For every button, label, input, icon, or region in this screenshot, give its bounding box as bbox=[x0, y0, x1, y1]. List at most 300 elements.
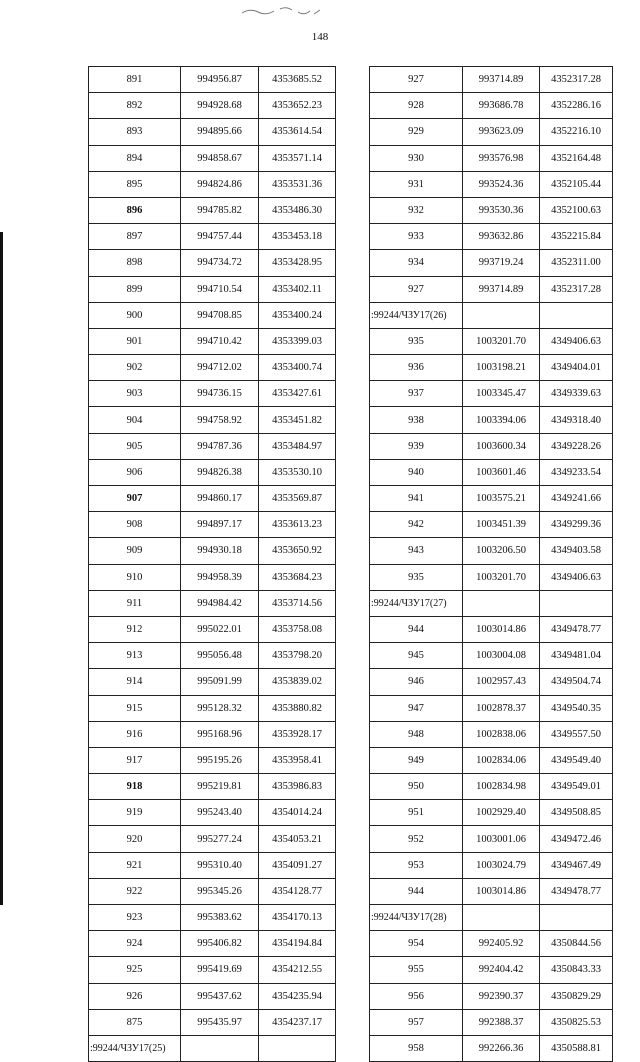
scan-artifact-icon bbox=[240, 4, 330, 18]
x-coordinate-cell: 995219.81 bbox=[181, 774, 259, 800]
y-coordinate-cell: 4349478.77 bbox=[540, 878, 613, 904]
table-row bbox=[89, 486, 336, 512]
x-coordinate-cell: 992390.37 bbox=[463, 983, 540, 1009]
table-row bbox=[89, 800, 336, 826]
table-row bbox=[370, 538, 613, 564]
point-number-cell: 917 bbox=[89, 747, 181, 773]
point-number-cell: 941 bbox=[370, 486, 463, 512]
table-row bbox=[370, 800, 613, 826]
y-coordinate-cell: 4354170.13 bbox=[259, 905, 336, 931]
table-row bbox=[370, 224, 613, 250]
point-number-cell: 903 bbox=[89, 381, 181, 407]
x-coordinate-cell: 1002838.06 bbox=[463, 721, 540, 747]
point-number-cell: 898 bbox=[89, 250, 181, 276]
y-coordinate-cell: 4353569.87 bbox=[259, 486, 336, 512]
y-coordinate-cell: 4352164.48 bbox=[540, 145, 613, 171]
table-row bbox=[89, 328, 336, 354]
table-row bbox=[370, 355, 613, 381]
point-number-cell: 893 bbox=[89, 119, 181, 145]
y-coordinate-cell: 4349241.66 bbox=[540, 486, 613, 512]
x-coordinate-cell: 1003014.86 bbox=[463, 878, 540, 904]
table-row bbox=[89, 1009, 336, 1035]
point-number-cell: 896 bbox=[89, 197, 181, 223]
x-coordinate-cell: 995128.32 bbox=[181, 695, 259, 721]
y-coordinate-cell: 4349339.63 bbox=[540, 381, 613, 407]
table-row bbox=[89, 512, 336, 538]
point-number-cell: 894 bbox=[89, 145, 181, 171]
y-coordinate-cell: 4353531.36 bbox=[259, 171, 336, 197]
point-number-cell: 949 bbox=[370, 747, 463, 773]
table-row bbox=[89, 590, 336, 616]
x-coordinate-cell: 994860.17 bbox=[181, 486, 259, 512]
y-coordinate-cell: 4349478.77 bbox=[540, 616, 613, 642]
x-coordinate-cell: 992266.36 bbox=[463, 1035, 540, 1061]
empty-cell bbox=[463, 302, 540, 328]
y-coordinate-cell: 4349403.58 bbox=[540, 538, 613, 564]
y-coordinate-cell: 4354212.55 bbox=[259, 957, 336, 983]
point-number-cell: 943 bbox=[370, 538, 463, 564]
section-label-row bbox=[89, 1035, 336, 1061]
table-row bbox=[89, 852, 336, 878]
y-coordinate-cell: 4349508.85 bbox=[540, 800, 613, 826]
table-row bbox=[370, 931, 613, 957]
y-coordinate-cell: 4354235.94 bbox=[259, 983, 336, 1009]
point-number-cell: 909 bbox=[89, 538, 181, 564]
x-coordinate-cell: 1003601.46 bbox=[463, 459, 540, 485]
table-row bbox=[89, 355, 336, 381]
y-coordinate-cell: 4354194.84 bbox=[259, 931, 336, 957]
page-number: 148 bbox=[311, 31, 329, 43]
x-coordinate-cell: 994734.72 bbox=[181, 250, 259, 276]
x-coordinate-cell: 994928.68 bbox=[181, 93, 259, 119]
x-coordinate-cell: 994736.15 bbox=[181, 381, 259, 407]
x-coordinate-cell: 1003600.34 bbox=[463, 433, 540, 459]
y-coordinate-cell: 4353428.95 bbox=[259, 250, 336, 276]
parcel-label: :99244/ЧЗУ17(26) bbox=[370, 302, 463, 328]
table-row bbox=[89, 564, 336, 590]
point-number-cell: 901 bbox=[89, 328, 181, 354]
x-coordinate-cell: 1002834.06 bbox=[463, 747, 540, 773]
x-coordinate-cell: 993686.78 bbox=[463, 93, 540, 119]
table-row bbox=[370, 119, 613, 145]
point-number-cell: 916 bbox=[89, 721, 181, 747]
point-number-cell: 928 bbox=[370, 93, 463, 119]
y-coordinate-cell: 4352317.28 bbox=[540, 67, 613, 93]
table-row bbox=[370, 171, 613, 197]
y-coordinate-cell: 4354053.21 bbox=[259, 826, 336, 852]
point-number-cell: 924 bbox=[89, 931, 181, 957]
point-number-cell: 946 bbox=[370, 669, 463, 695]
x-coordinate-cell: 995383.62 bbox=[181, 905, 259, 931]
table-row bbox=[89, 616, 336, 642]
table-row bbox=[89, 643, 336, 669]
table-row bbox=[89, 695, 336, 721]
binding-edge bbox=[0, 232, 3, 905]
point-number-cell: 942 bbox=[370, 512, 463, 538]
x-coordinate-cell: 1003345.47 bbox=[463, 381, 540, 407]
point-number-cell: 944 bbox=[370, 878, 463, 904]
y-coordinate-cell: 4349406.63 bbox=[540, 328, 613, 354]
y-coordinate-cell: 4349557.50 bbox=[540, 721, 613, 747]
table-row bbox=[370, 957, 613, 983]
y-coordinate-cell: 4353685.52 bbox=[259, 67, 336, 93]
point-number-cell: 939 bbox=[370, 433, 463, 459]
y-coordinate-cell: 4350588.81 bbox=[540, 1035, 613, 1061]
table-row bbox=[370, 721, 613, 747]
point-number-cell: 918 bbox=[89, 774, 181, 800]
y-coordinate-cell: 4350844.56 bbox=[540, 931, 613, 957]
table-row bbox=[370, 459, 613, 485]
y-coordinate-cell: 4349481.04 bbox=[540, 643, 613, 669]
table-row bbox=[370, 774, 613, 800]
point-number-cell: 911 bbox=[89, 590, 181, 616]
table-row bbox=[89, 669, 336, 695]
table-row bbox=[370, 878, 613, 904]
table-row bbox=[370, 145, 613, 171]
y-coordinate-cell: 4349299.36 bbox=[540, 512, 613, 538]
y-coordinate-cell: 4349318.40 bbox=[540, 407, 613, 433]
x-coordinate-cell: 995168.96 bbox=[181, 721, 259, 747]
y-coordinate-cell: 4353402.11 bbox=[259, 276, 336, 302]
x-coordinate-cell: 1003206.50 bbox=[463, 538, 540, 564]
x-coordinate-cell: 1002957.43 bbox=[463, 669, 540, 695]
table-row bbox=[89, 197, 336, 223]
parcel-label: :99244/ЧЗУ17(28) bbox=[370, 905, 463, 931]
table-row bbox=[370, 747, 613, 773]
x-coordinate-cell: 1003394.06 bbox=[463, 407, 540, 433]
x-coordinate-cell: 995310.40 bbox=[181, 852, 259, 878]
table-row bbox=[89, 119, 336, 145]
y-coordinate-cell: 4353451.82 bbox=[259, 407, 336, 433]
y-coordinate-cell: 4353399.03 bbox=[259, 328, 336, 354]
x-coordinate-cell: 1003198.21 bbox=[463, 355, 540, 381]
x-coordinate-cell: 1003014.86 bbox=[463, 616, 540, 642]
point-number-cell: 908 bbox=[89, 512, 181, 538]
table-row bbox=[370, 643, 613, 669]
y-coordinate-cell: 4353530.10 bbox=[259, 459, 336, 485]
point-number-cell: 895 bbox=[89, 171, 181, 197]
x-coordinate-cell: 992404.42 bbox=[463, 957, 540, 983]
table-row bbox=[370, 407, 613, 433]
point-number-cell: 931 bbox=[370, 171, 463, 197]
y-coordinate-cell: 4353484.97 bbox=[259, 433, 336, 459]
x-coordinate-cell: 993576.98 bbox=[463, 145, 540, 171]
point-number-cell: 891 bbox=[89, 67, 181, 93]
point-number-cell: 892 bbox=[89, 93, 181, 119]
x-coordinate-cell: 995345.26 bbox=[181, 878, 259, 904]
x-coordinate-cell: 994708.85 bbox=[181, 302, 259, 328]
section-label-row bbox=[370, 590, 613, 616]
table-row bbox=[370, 381, 613, 407]
x-coordinate-cell: 994787.36 bbox=[181, 433, 259, 459]
x-coordinate-cell: 995277.24 bbox=[181, 826, 259, 852]
point-number-cell: 945 bbox=[370, 643, 463, 669]
point-number-cell: 951 bbox=[370, 800, 463, 826]
x-coordinate-cell: 994858.67 bbox=[181, 145, 259, 171]
x-coordinate-cell: 995437.62 bbox=[181, 983, 259, 1009]
point-number-cell: 919 bbox=[89, 800, 181, 826]
point-number-cell: 956 bbox=[370, 983, 463, 1009]
table-row bbox=[89, 957, 336, 983]
point-number-cell: 952 bbox=[370, 826, 463, 852]
y-coordinate-cell: 4352105.44 bbox=[540, 171, 613, 197]
y-coordinate-cell: 4353684.23 bbox=[259, 564, 336, 590]
point-number-cell: 900 bbox=[89, 302, 181, 328]
x-coordinate-cell: 1002929.40 bbox=[463, 800, 540, 826]
point-number-cell: 923 bbox=[89, 905, 181, 931]
point-number-cell: 950 bbox=[370, 774, 463, 800]
y-coordinate-cell: 4349472.46 bbox=[540, 826, 613, 852]
table-row bbox=[89, 250, 336, 276]
point-number-cell: 933 bbox=[370, 224, 463, 250]
y-coordinate-cell: 4349504.74 bbox=[540, 669, 613, 695]
x-coordinate-cell: 993632.86 bbox=[463, 224, 540, 250]
empty-cell bbox=[540, 302, 613, 328]
x-coordinate-cell: 994897.17 bbox=[181, 512, 259, 538]
point-number-cell: 899 bbox=[89, 276, 181, 302]
table-row bbox=[370, 276, 613, 302]
point-number-cell: 915 bbox=[89, 695, 181, 721]
x-coordinate-cell: 994958.39 bbox=[181, 564, 259, 590]
point-number-cell: 958 bbox=[370, 1035, 463, 1061]
x-coordinate-cell: 995091.99 bbox=[181, 669, 259, 695]
x-coordinate-cell: 993524.36 bbox=[463, 171, 540, 197]
y-coordinate-cell: 4353652.23 bbox=[259, 93, 336, 119]
empty-cell bbox=[463, 590, 540, 616]
table-row bbox=[370, 93, 613, 119]
x-coordinate-cell: 1002878.37 bbox=[463, 695, 540, 721]
y-coordinate-cell: 4353798.20 bbox=[259, 643, 336, 669]
empty-cell bbox=[181, 1035, 259, 1061]
y-coordinate-cell: 4349406.63 bbox=[540, 564, 613, 590]
x-coordinate-cell: 995195.26 bbox=[181, 747, 259, 773]
point-number-cell: 907 bbox=[89, 486, 181, 512]
table-row bbox=[89, 459, 336, 485]
point-number-cell: 926 bbox=[89, 983, 181, 1009]
x-coordinate-cell: 1003201.70 bbox=[463, 328, 540, 354]
point-number-cell: 955 bbox=[370, 957, 463, 983]
point-number-cell: 934 bbox=[370, 250, 463, 276]
x-coordinate-cell: 1003451.39 bbox=[463, 512, 540, 538]
table-row bbox=[89, 878, 336, 904]
point-number-cell: 875 bbox=[89, 1009, 181, 1035]
y-coordinate-cell: 4353880.82 bbox=[259, 695, 336, 721]
x-coordinate-cell: 994984.42 bbox=[181, 590, 259, 616]
y-coordinate-cell: 4354128.77 bbox=[259, 878, 336, 904]
point-number-cell: 936 bbox=[370, 355, 463, 381]
y-coordinate-cell: 4353486.30 bbox=[259, 197, 336, 223]
table-row bbox=[370, 669, 613, 695]
y-coordinate-cell: 4353400.24 bbox=[259, 302, 336, 328]
point-number-cell: 948 bbox=[370, 721, 463, 747]
table-row bbox=[370, 328, 613, 354]
empty-cell bbox=[463, 905, 540, 931]
point-number-cell: 932 bbox=[370, 197, 463, 223]
table-row bbox=[370, 67, 613, 93]
table-row bbox=[370, 433, 613, 459]
point-number-cell: 930 bbox=[370, 145, 463, 171]
x-coordinate-cell: 993719.24 bbox=[463, 250, 540, 276]
point-number-cell: 953 bbox=[370, 852, 463, 878]
table-row bbox=[89, 721, 336, 747]
x-coordinate-cell: 993714.89 bbox=[463, 67, 540, 93]
x-coordinate-cell: 993714.89 bbox=[463, 276, 540, 302]
x-coordinate-cell: 994785.82 bbox=[181, 197, 259, 223]
table-row bbox=[89, 145, 336, 171]
y-coordinate-cell: 4353650.92 bbox=[259, 538, 336, 564]
point-number-cell: 921 bbox=[89, 852, 181, 878]
point-number-cell: 929 bbox=[370, 119, 463, 145]
y-coordinate-cell: 4353613.23 bbox=[259, 512, 336, 538]
table-row bbox=[89, 747, 336, 773]
x-coordinate-cell: 995419.69 bbox=[181, 957, 259, 983]
y-coordinate-cell: 4352100.63 bbox=[540, 197, 613, 223]
point-number-cell: 938 bbox=[370, 407, 463, 433]
x-coordinate-cell: 994758.92 bbox=[181, 407, 259, 433]
table-row bbox=[370, 983, 613, 1009]
table-row bbox=[89, 407, 336, 433]
point-number-cell: 910 bbox=[89, 564, 181, 590]
point-number-cell: 927 bbox=[370, 67, 463, 93]
coordinates-table-right bbox=[369, 66, 613, 1062]
x-coordinate-cell: 994826.38 bbox=[181, 459, 259, 485]
parcel-label: :99244/ЧЗУ17(27) bbox=[370, 590, 463, 616]
point-number-cell: 902 bbox=[89, 355, 181, 381]
table-row bbox=[89, 826, 336, 852]
table-row bbox=[370, 486, 613, 512]
table-row bbox=[370, 1035, 613, 1061]
y-coordinate-cell: 4349233.54 bbox=[540, 459, 613, 485]
table-row bbox=[89, 905, 336, 931]
point-number-cell: 905 bbox=[89, 433, 181, 459]
x-coordinate-cell: 994710.42 bbox=[181, 328, 259, 354]
table-row bbox=[370, 695, 613, 721]
table-row bbox=[89, 538, 336, 564]
point-number-cell: 912 bbox=[89, 616, 181, 642]
x-coordinate-cell: 994710.54 bbox=[181, 276, 259, 302]
point-number-cell: 925 bbox=[89, 957, 181, 983]
x-coordinate-cell: 1002834.98 bbox=[463, 774, 540, 800]
table-row bbox=[89, 171, 336, 197]
y-coordinate-cell: 4353839.02 bbox=[259, 669, 336, 695]
point-number-cell: 897 bbox=[89, 224, 181, 250]
y-coordinate-cell: 4349540.35 bbox=[540, 695, 613, 721]
table-row bbox=[89, 67, 336, 93]
point-number-cell: 914 bbox=[89, 669, 181, 695]
table-row bbox=[370, 197, 613, 223]
table-row bbox=[89, 931, 336, 957]
table-row bbox=[370, 1009, 613, 1035]
point-number-cell: 957 bbox=[370, 1009, 463, 1035]
section-label-row bbox=[370, 302, 613, 328]
table-row bbox=[370, 564, 613, 590]
y-coordinate-cell: 4349228.26 bbox=[540, 433, 613, 459]
point-number-cell: 947 bbox=[370, 695, 463, 721]
table-row bbox=[89, 433, 336, 459]
y-coordinate-cell: 4352215.84 bbox=[540, 224, 613, 250]
y-coordinate-cell: 4353571.14 bbox=[259, 145, 336, 171]
section-label-row bbox=[370, 905, 613, 931]
x-coordinate-cell: 1003024.79 bbox=[463, 852, 540, 878]
y-coordinate-cell: 4349549.01 bbox=[540, 774, 613, 800]
table-row bbox=[370, 250, 613, 276]
point-number-cell: 922 bbox=[89, 878, 181, 904]
y-coordinate-cell: 4352286.16 bbox=[540, 93, 613, 119]
point-number-cell: 944 bbox=[370, 616, 463, 642]
y-coordinate-cell: 4354014.24 bbox=[259, 800, 336, 826]
coordinates-table-left bbox=[88, 66, 336, 1062]
table-row bbox=[89, 302, 336, 328]
x-coordinate-cell: 994824.86 bbox=[181, 171, 259, 197]
x-coordinate-cell: 994757.44 bbox=[181, 224, 259, 250]
x-coordinate-cell: 995435.97 bbox=[181, 1009, 259, 1035]
y-coordinate-cell: 4353453.18 bbox=[259, 224, 336, 250]
y-coordinate-cell: 4349467.49 bbox=[540, 852, 613, 878]
y-coordinate-cell: 4353427.61 bbox=[259, 381, 336, 407]
y-coordinate-cell: 4353958.41 bbox=[259, 747, 336, 773]
table-row bbox=[89, 983, 336, 1009]
point-number-cell: 935 bbox=[370, 564, 463, 590]
point-number-cell: 937 bbox=[370, 381, 463, 407]
point-number-cell: 904 bbox=[89, 407, 181, 433]
table-row bbox=[370, 616, 613, 642]
y-coordinate-cell: 4353928.17 bbox=[259, 721, 336, 747]
point-number-cell: 935 bbox=[370, 328, 463, 354]
x-coordinate-cell: 1003004.08 bbox=[463, 643, 540, 669]
table-row bbox=[89, 224, 336, 250]
y-coordinate-cell: 4353986.83 bbox=[259, 774, 336, 800]
x-coordinate-cell: 1003201.70 bbox=[463, 564, 540, 590]
table-row bbox=[89, 381, 336, 407]
x-coordinate-cell: 994930.18 bbox=[181, 538, 259, 564]
table-row bbox=[370, 512, 613, 538]
x-coordinate-cell: 995056.48 bbox=[181, 643, 259, 669]
y-coordinate-cell: 4353758.08 bbox=[259, 616, 336, 642]
y-coordinate-cell: 4352216.10 bbox=[540, 119, 613, 145]
table-row bbox=[89, 774, 336, 800]
y-coordinate-cell: 4353614.54 bbox=[259, 119, 336, 145]
table-row bbox=[370, 852, 613, 878]
x-coordinate-cell: 993623.09 bbox=[463, 119, 540, 145]
y-coordinate-cell: 4354237.17 bbox=[259, 1009, 336, 1035]
point-number-cell: 913 bbox=[89, 643, 181, 669]
table-row bbox=[89, 276, 336, 302]
table-row bbox=[89, 93, 336, 119]
x-coordinate-cell: 1003001.06 bbox=[463, 826, 540, 852]
table-row bbox=[370, 826, 613, 852]
y-coordinate-cell: 4349549.40 bbox=[540, 747, 613, 773]
y-coordinate-cell: 4349404.01 bbox=[540, 355, 613, 381]
parcel-label: :99244/ЧЗУ17(25) bbox=[89, 1035, 181, 1061]
empty-cell bbox=[259, 1035, 336, 1061]
point-number-cell: 927 bbox=[370, 276, 463, 302]
x-coordinate-cell: 1003575.21 bbox=[463, 486, 540, 512]
x-coordinate-cell: 994895.66 bbox=[181, 119, 259, 145]
x-coordinate-cell: 994712.02 bbox=[181, 355, 259, 381]
y-coordinate-cell: 4350825.53 bbox=[540, 1009, 613, 1035]
y-coordinate-cell: 4350829.29 bbox=[540, 983, 613, 1009]
x-coordinate-cell: 992388.37 bbox=[463, 1009, 540, 1035]
point-number-cell: 906 bbox=[89, 459, 181, 485]
y-coordinate-cell: 4352311.00 bbox=[540, 250, 613, 276]
x-coordinate-cell: 992405.92 bbox=[463, 931, 540, 957]
y-coordinate-cell: 4353400.74 bbox=[259, 355, 336, 381]
x-coordinate-cell: 995243.40 bbox=[181, 800, 259, 826]
point-number-cell: 954 bbox=[370, 931, 463, 957]
point-number-cell: 920 bbox=[89, 826, 181, 852]
y-coordinate-cell: 4353714.56 bbox=[259, 590, 336, 616]
y-coordinate-cell: 4354091.27 bbox=[259, 852, 336, 878]
